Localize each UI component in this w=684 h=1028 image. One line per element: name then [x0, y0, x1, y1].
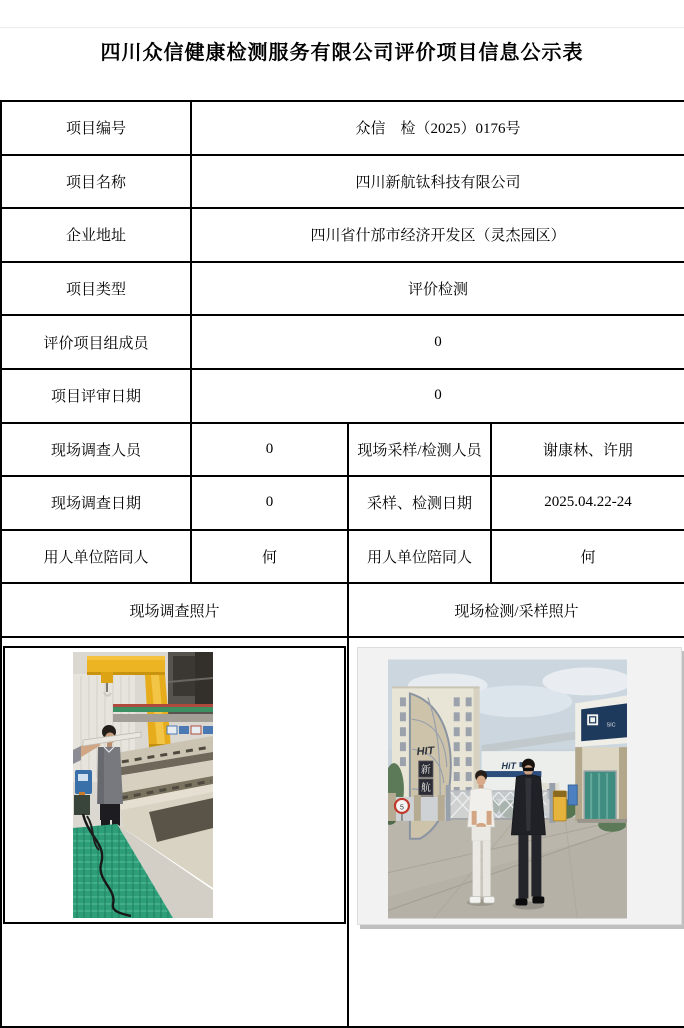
- table-row-photos: [1, 637, 684, 1027]
- photo-header-right: 现场检测/采样照片: [348, 583, 684, 637]
- label-project-type: 项目类型: [1, 262, 191, 316]
- survey-photo: [73, 652, 213, 918]
- value-team-members: 0: [191, 315, 684, 369]
- label-project-number: 项目编号: [1, 101, 191, 155]
- value-review-date: 0: [191, 369, 684, 423]
- table-row-team-members: [1, 315, 684, 369]
- value-sampling-personnel: 谢康林、许朋: [491, 423, 684, 477]
- info-table: [0, 100, 684, 1028]
- building-logo-text: HiT: [501, 761, 516, 772]
- value-project-name: 四川新航钛科技有限公司: [191, 155, 684, 209]
- page-top-divider: [0, 27, 684, 28]
- value-employer-escort-left: 何: [191, 530, 348, 584]
- label-review-date: 项目评审日期: [1, 369, 191, 423]
- label-project-name: 项目名称: [1, 155, 191, 209]
- label-survey-date: 现场调查日期: [1, 476, 191, 530]
- svg-text:航: 航: [420, 782, 431, 794]
- label-employer-escort-right: 用人单位陪同人: [348, 530, 491, 584]
- table-row-survey-personnel: [1, 423, 684, 477]
- table-row-project-type: [1, 262, 684, 316]
- label-survey-personnel: 现场调查人员: [1, 423, 191, 477]
- value-survey-date: 0: [191, 476, 348, 530]
- table-row-review-date: [1, 369, 684, 423]
- survey-photo-cell: [1, 637, 348, 1027]
- label-sampling-date: 采样、检测日期: [348, 476, 491, 530]
- table-row-survey-date: [1, 476, 684, 530]
- sampling-photo-cell: [348, 637, 684, 1027]
- photo-header-left: 现场调查照片: [1, 583, 348, 637]
- label-team-members: 评价项目组成员: [1, 315, 191, 369]
- table-row-project-name: [1, 155, 684, 209]
- table-row-employer-escort: [1, 530, 684, 584]
- table-row-photo-headers: [1, 583, 684, 637]
- guard-sign-text: SIC: [606, 722, 616, 729]
- label-company-address: 企业地址: [1, 208, 191, 262]
- equipment-box: [74, 770, 92, 815]
- table-row-company-address: [1, 208, 684, 262]
- value-sampling-date: 2025.04.22-24: [491, 476, 684, 530]
- value-project-number: 众信 检（2025）0176号: [191, 101, 684, 155]
- value-survey-personnel: 0: [191, 423, 348, 477]
- blue-sign: [568, 785, 577, 805]
- page-title: 四川众信健康检测服务有限公司评价项目信息公示表: [100, 42, 584, 64]
- survey-photo-frame: [3, 646, 346, 924]
- sail-logo-text: HIT: [416, 744, 435, 759]
- guardhouse: [575, 695, 627, 822]
- svg-text:5: 5: [399, 804, 404, 812]
- sampling-photo-panel: [357, 647, 682, 925]
- label-employer-escort-left: 用人单位陪同人: [1, 530, 191, 584]
- value-employer-escort-right: 何: [491, 530, 684, 584]
- sampling-photo: [388, 659, 627, 919]
- table-row-project-number: [1, 101, 684, 155]
- label-sampling-personnel: 现场采样/检测人员: [348, 423, 491, 477]
- value-company-address: 四川省什邡市经济开发区（灵杰园区）: [191, 208, 684, 262]
- glass-window: [584, 771, 616, 821]
- svg-text:新: 新: [420, 765, 431, 777]
- value-project-type: 评价检测: [191, 262, 684, 316]
